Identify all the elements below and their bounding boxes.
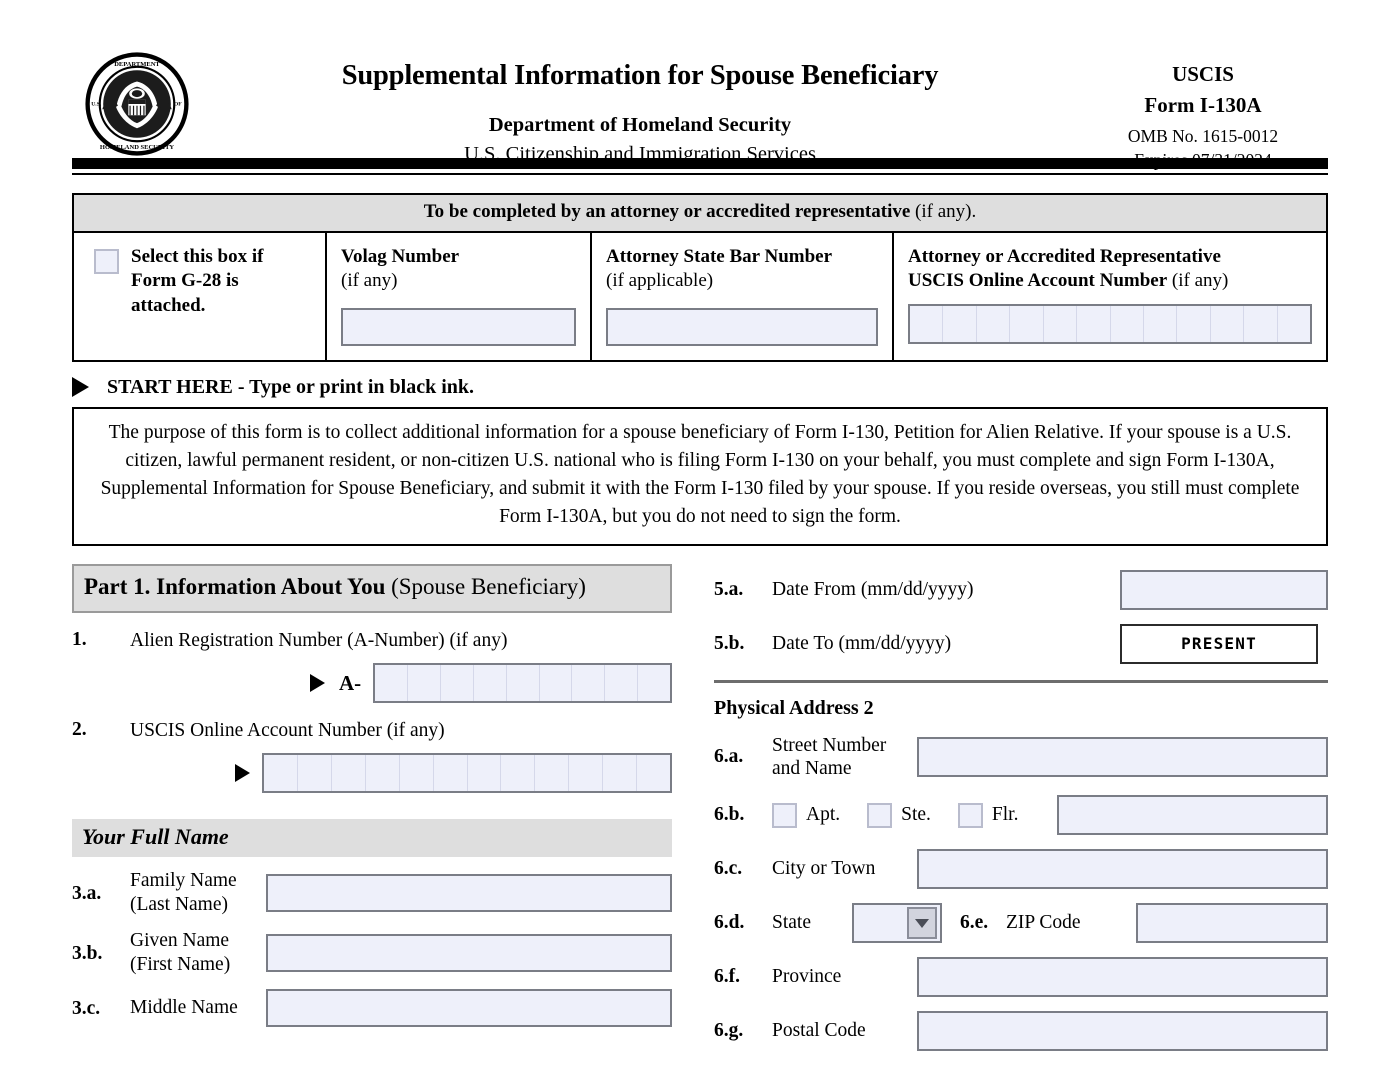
state-select[interactable] bbox=[852, 903, 942, 943]
question-6c-number: 6.c. bbox=[714, 858, 743, 880]
question-6g bbox=[714, 1011, 1328, 1051]
question-3b-label bbox=[130, 929, 266, 977]
question-2-number: 2. bbox=[72, 719, 87, 741]
question-3a-number: 3.a. bbox=[72, 883, 102, 905]
g28-label-line3: attached. bbox=[131, 294, 206, 316]
g28-label-line1: Select this box if bbox=[131, 246, 264, 267]
expiration-date: Expires 07/31/2024 bbox=[1134, 150, 1272, 170]
title-block bbox=[202, 46, 1078, 166]
ste-label: Ste. bbox=[901, 804, 931, 826]
attorney-online-label-line1: Attorney or Accredited Representative bbox=[908, 246, 1221, 267]
question-6e-number: 6.e. bbox=[960, 912, 989, 934]
svg-text:DEPARTMENT: DEPARTMENT bbox=[114, 60, 160, 68]
physical-address-2-heading: Physical Address 2 bbox=[714, 696, 874, 719]
agency-name: U.S. Citizenship and Immigration Services bbox=[464, 143, 816, 165]
question-1-label: Alien Registration Number (A-Number) (if any) bbox=[130, 629, 508, 651]
question-6a-label-line1: Street Number bbox=[772, 734, 887, 756]
question-1-number: 1. bbox=[72, 628, 87, 650]
flr-checkbox[interactable] bbox=[958, 803, 983, 828]
given-name-input[interactable] bbox=[266, 934, 672, 972]
volag-sublabel: (if any) bbox=[341, 270, 398, 292]
part1-heading-bold: Part 1. Information About You bbox=[84, 573, 386, 599]
attorney-online-label-bold: USCIS Online Account Number bbox=[908, 270, 1168, 292]
question-6g-number: 6.g. bbox=[714, 1020, 744, 1042]
form-identification bbox=[1078, 46, 1328, 171]
question-5b-number: 5.b. bbox=[714, 632, 745, 654]
question-5a-label: Date From (mm/dd/yyyy) bbox=[772, 578, 974, 600]
attorney-heading-bold: To be completed by an attorney or accredited representative bbox=[423, 201, 911, 222]
attorney-online-account-input[interactable] bbox=[908, 304, 1312, 344]
g28-label-line2: Form G-28 is bbox=[131, 270, 239, 292]
question-6d-label: State bbox=[772, 912, 811, 934]
question-5a-number: 5.a. bbox=[714, 578, 744, 600]
question-6f-label: Province bbox=[772, 966, 842, 988]
svg-text:U.S.: U.S. bbox=[91, 101, 102, 108]
question-5a bbox=[714, 570, 1328, 610]
section-divider bbox=[714, 680, 1328, 683]
attorney-online-label-normal: (if any) bbox=[1167, 270, 1229, 292]
apt-label: Apt. bbox=[806, 804, 841, 826]
state-select-arrow-button[interactable] bbox=[907, 907, 937, 939]
question-3b-number: 3.b. bbox=[72, 942, 103, 964]
attorney-section-heading bbox=[74, 195, 1326, 233]
svg-text:HOMELAND SECURITY: HOMELAND SECURITY bbox=[99, 144, 175, 152]
question-5b-label: Date To (mm/dd/yyyy) bbox=[772, 632, 952, 654]
question-3c-label: Middle Name bbox=[130, 996, 238, 1018]
arrow-icon-uscis-online bbox=[235, 764, 250, 782]
attorney-heading-normal: (if any). bbox=[910, 201, 977, 222]
part1-heading-normal: (Spouse Beneficiary) bbox=[385, 573, 586, 599]
flr-label: Flr. bbox=[991, 804, 1019, 826]
attorney-bar-sublabel: (if applicable) bbox=[606, 270, 714, 292]
province-input[interactable] bbox=[917, 957, 1328, 997]
part1-heading bbox=[72, 564, 672, 613]
triangle-pointer-icon bbox=[72, 377, 89, 397]
arrow-icon-a-number bbox=[310, 674, 325, 692]
question-6a-label-line2: and Name bbox=[772, 758, 852, 780]
dhs-seal-icon bbox=[85, 52, 189, 156]
question-6a bbox=[714, 734, 1328, 782]
uscis-online-row bbox=[72, 753, 672, 793]
right-column bbox=[714, 564, 1328, 1052]
purpose-statement: The purpose of this form is to collect additional information for a spouse beneficiary of Form I-130, Petition for Alien Relative. If your spouse is a U.S. citizen, lawful permanent resident, or non-citizen U.S. national who is filing Form I-130 on your behalf, you must complete and sign Form I-130A, Supplemental Information for Spouse Beneficiary, and submit it with the Form I-130 filed by your spouse. If you reside overseas, you still must complete Form I-130A, but you do not need to sign the form. bbox=[72, 407, 1328, 546]
question-3a-label-line1: Family Name bbox=[130, 870, 237, 892]
form-header bbox=[0, 0, 1400, 170]
question-6f-number: 6.f. bbox=[714, 966, 740, 988]
question-6c bbox=[714, 849, 1328, 889]
attorney-online-account-cell bbox=[894, 233, 1326, 360]
header-thin-rule bbox=[72, 173, 1328, 175]
unit-number-input[interactable] bbox=[1057, 795, 1328, 835]
start-here-text: START HERE - Type or print in black ink. bbox=[107, 375, 474, 398]
volag-number-input[interactable] bbox=[341, 308, 576, 346]
question-6b-number: 6.b. bbox=[714, 804, 745, 826]
start-here-row bbox=[72, 376, 1328, 399]
unit-type-group bbox=[772, 803, 1057, 828]
question-6a-number: 6.a. bbox=[714, 746, 744, 768]
omb-number: OMB No. 1615-0012 bbox=[1127, 126, 1279, 146]
attorney-section bbox=[72, 193, 1328, 362]
question-3c-number: 3.c. bbox=[72, 997, 101, 1019]
form-number: Form I-130A bbox=[1144, 93, 1262, 117]
question-6g-label: Postal Code bbox=[772, 1020, 866, 1042]
question-3b bbox=[72, 929, 672, 977]
volag-label: Volag Number bbox=[341, 246, 460, 267]
attorney-online-label-line2 bbox=[908, 269, 1312, 293]
g28-label bbox=[131, 245, 263, 346]
volag-cell bbox=[327, 233, 592, 360]
a-number-input[interactable] bbox=[373, 663, 672, 703]
date-from-input[interactable] bbox=[1120, 570, 1328, 610]
a-number-prefix: A- bbox=[339, 670, 362, 695]
attorney-bar-input[interactable] bbox=[606, 308, 878, 346]
a-number-row bbox=[72, 663, 672, 703]
chevron-down-icon bbox=[915, 919, 929, 928]
present-button[interactable]: PRESENT bbox=[1120, 624, 1318, 664]
uscis-label: USCIS bbox=[1172, 62, 1234, 86]
question-3a-label-line2: (Last Name) bbox=[130, 894, 228, 916]
city-or-town-input[interactable] bbox=[917, 849, 1328, 889]
form-columns bbox=[72, 564, 1328, 1052]
postal-code-input[interactable] bbox=[917, 1011, 1328, 1051]
question-1 bbox=[72, 629, 672, 653]
left-column bbox=[72, 564, 672, 1052]
question-3a-label bbox=[130, 869, 266, 917]
g28-cell bbox=[74, 233, 327, 360]
seal-container bbox=[72, 46, 202, 156]
department-name: Department of Homeland Security bbox=[488, 114, 792, 136]
question-6c-label: City or Town bbox=[772, 858, 876, 880]
question-2 bbox=[72, 719, 672, 743]
attorney-bar-label: Attorney State Bar Number bbox=[606, 246, 833, 267]
uscis-online-account-input[interactable] bbox=[262, 753, 672, 793]
family-name-input[interactable] bbox=[266, 874, 672, 912]
g28-checkbox[interactable] bbox=[94, 249, 119, 274]
attorney-bar-cell bbox=[592, 233, 894, 360]
question-6e-label: ZIP Code bbox=[1006, 912, 1081, 934]
question-3b-label-line2: (First Name) bbox=[130, 953, 231, 975]
middle-name-input[interactable] bbox=[266, 989, 672, 1027]
zip-code-input[interactable] bbox=[1136, 903, 1328, 943]
question-3b-label-line1: Given Name bbox=[130, 929, 230, 951]
street-number-name-input[interactable] bbox=[917, 737, 1328, 777]
question-6d-number: 6.d. bbox=[714, 912, 745, 934]
question-6d-6e bbox=[714, 903, 1328, 943]
svg-text:OF: OF bbox=[173, 101, 182, 108]
question-3c bbox=[72, 989, 672, 1027]
question-5b bbox=[714, 624, 1328, 664]
question-6a-label bbox=[772, 734, 917, 782]
page-title: Supplemental Information for Spouse Beneficiary bbox=[341, 60, 939, 91]
ste-checkbox[interactable] bbox=[867, 803, 892, 828]
question-6f bbox=[714, 957, 1328, 997]
question-6b bbox=[714, 795, 1328, 835]
apt-checkbox[interactable] bbox=[772, 803, 797, 828]
question-3a bbox=[72, 869, 672, 917]
your-full-name-heading: Your Full Name bbox=[72, 819, 672, 857]
question-2-label: USCIS Online Account Number (if any) bbox=[130, 720, 445, 742]
